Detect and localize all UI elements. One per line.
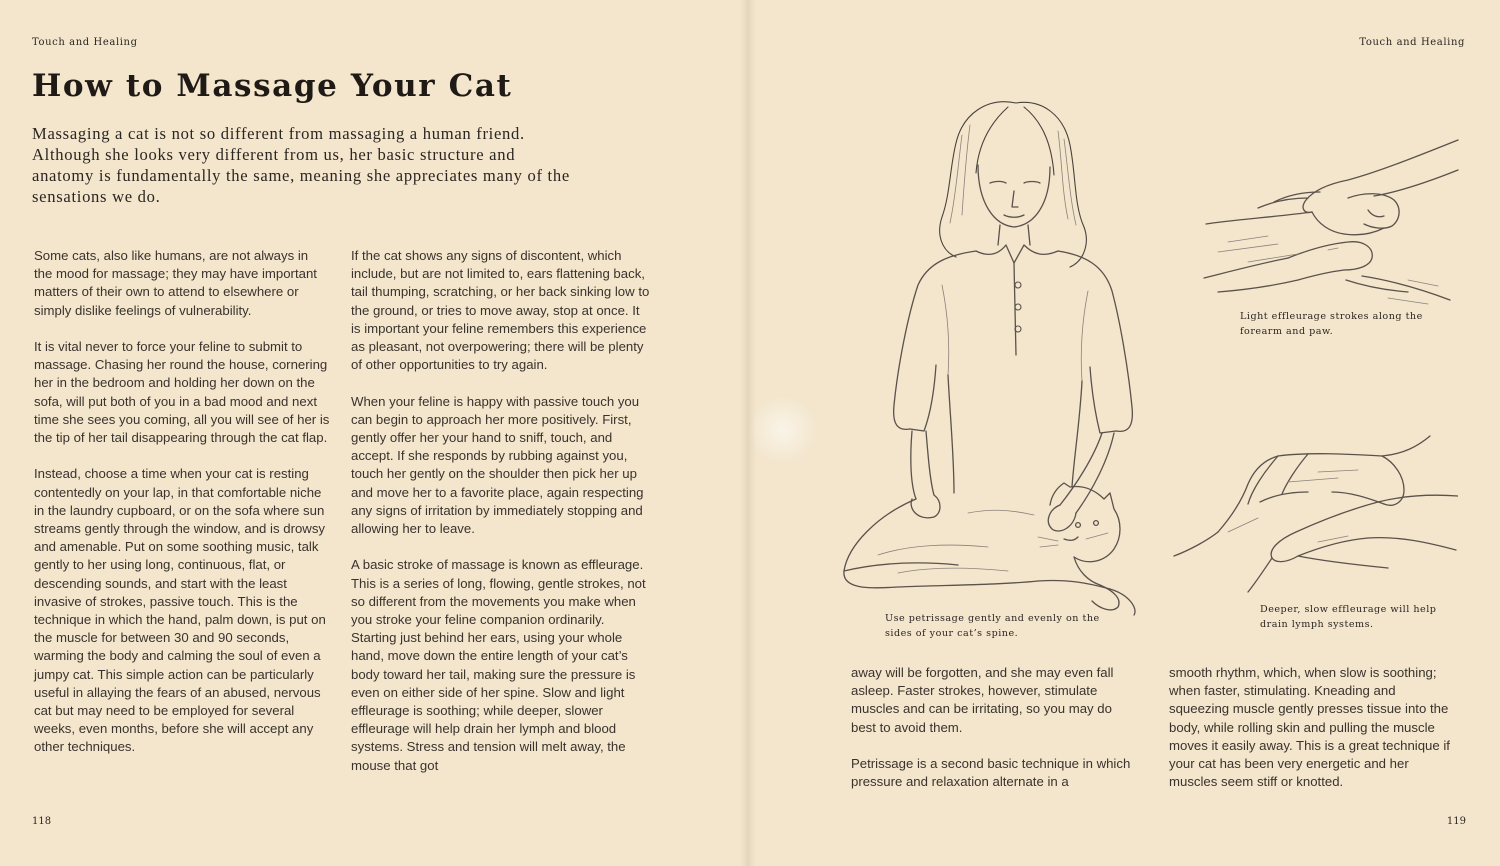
caption-forearm: Light effleurage strokes along the forearm and paw. [1240, 311, 1423, 337]
paragraph: If the cat shows any signs of discontent, which include, but are not limited to, ears flattening back, tail thumping, scratching, or her back sinking low to the ground, or tries to move away, stop at once. It is important your feline remembers this experience as pleasant, not overpowering; there will be plenty of other opportunities to try again. [351, 248, 650, 373]
text-column-4 [1169, 664, 1459, 810]
paper-smudge [748, 395, 818, 465]
running-head-left: Touch and Healing [32, 37, 138, 48]
running-head-right: Touch and Healing [1359, 37, 1465, 48]
page-number-right: 119 [1446, 816, 1466, 827]
paragraph: Some cats, also like humans, are not always in the mood for massage; they may have important matters of their own to attend to elsewhere or simply dislike feelings of vulnerability. [34, 248, 317, 318]
caption-petrissage: Use petrissage gently and evenly on the sides of your cat’s spine. [885, 613, 1100, 639]
text-column-3 [851, 664, 1136, 810]
text-column-2 [351, 247, 651, 793]
page-title: How to Massage Your Cat [32, 68, 513, 104]
right-page [748, 0, 1500, 866]
paragraph: Petrissage is a second basic technique in which pressure and relaxation alternate in a [851, 756, 1131, 790]
paragraph: away will be forgotten, and she may even fall asleep. Faster strokes, however, stimulate muscles and can be irritating, so you may do best to avoid them. [851, 665, 1114, 735]
paragraph: Instead, choose a time when your cat is resting contentedly on your lap, in that comfortable niche in the laundry cupboard, or on the sofa where sun streams gently through the window, and is drowsy and amenable. Put on some soothing music, talk gently to her using long, continuous, flat, or descending sounds, and start with the least invasive of strokes, passive touch. This is the technique in which the hand, palm down, is put on the muscle for between 30 and 90 seconds, warming the body and calming the soul of even a jumpy cat. This simple action can be particularly useful in allaying the fears of an abused, nervous cat but may need to be employed for several weeks, even months, before she will accept any other techniques. [34, 466, 326, 755]
left-page [0, 0, 748, 866]
forearm-effleurage-illustration [1188, 130, 1463, 310]
woman-massaging-cat-illustration [838, 95, 1158, 625]
intro-paragraph: Massaging a cat is not so different from massaging a human friend. Although she looks very different from us, her basic structure and anatomy is fundamentally the same, meaning she appreciates many of the sensations we do. [32, 124, 570, 206]
paragraph: A basic stroke of massage is known as effleurage. This is a series of long, flowing, gentle strokes, not so different from the movements you make when you stroke your feline companion ordinarily. Starting just behind her ears, using your whole hand, move down the entire length of your cat’s body toward her tail, making sure the pressure is even on either side of her spine. Slow and light effleurage is soothing; while deeper, slower effleurage will help drain her lymph and blood systems. Stress and tension will melt away, the mouse that got [351, 557, 646, 773]
paragraph: smooth rhythm, which, when slow is soothing; when faster, stimulating. Kneading and squeezing muscle gently presses tissue into the body, while rolling skin and pulling the muscle moves it easily away. This is a great technique if your cat has been very energetic and her muscles seem stiff or knotted. [1169, 665, 1450, 790]
paragraph: It is vital never to force your feline to submit to massage. Chasing her round the house, cornering her in the bedroom and holding her down on the sofa, will put both of you in a bad mood and next time she sees you coming, all you will see of her is the tip of her tail disappearing through the cat flap. [34, 339, 330, 446]
deeper-effleurage-illustration [1168, 432, 1458, 602]
caption-deeper-effleurage: Deeper, slow effleurage will help drain lymph systems. [1260, 604, 1437, 630]
page-number-left: 118 [32, 816, 52, 827]
paragraph: When your feline is happy with passive touch you can begin to approach her more positively. First, gently offer her your hand to sniff, touch, and accept. If she responds by rubbing against you, touch her gently on the shoulder then pick her up and move her to a favorite place, again respecting any signs of irritation by immediately stopping and allowing her to leave. [351, 393, 644, 537]
text-column-1 [34, 247, 330, 775]
